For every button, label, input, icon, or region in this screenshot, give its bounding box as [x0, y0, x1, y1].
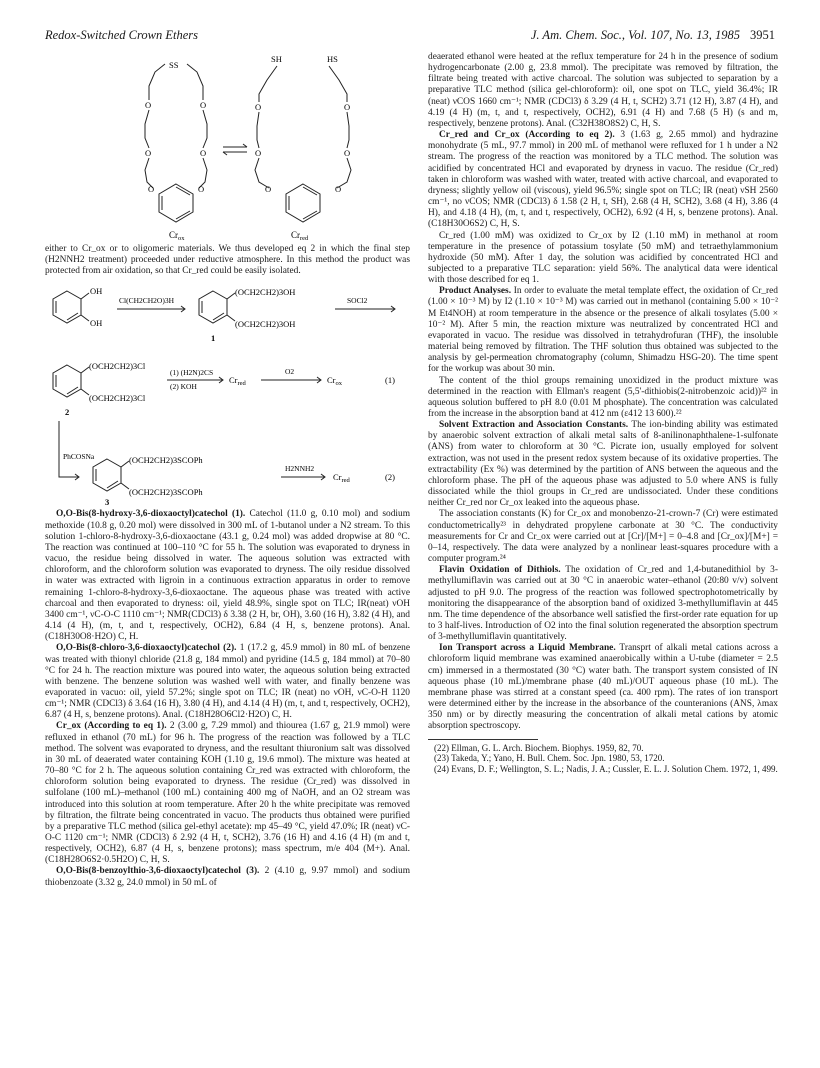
o-label: O: [255, 148, 262, 158]
synthesis-scheme-drawing: [45, 281, 410, 507]
o-label: O: [265, 184, 272, 194]
o-label: O: [148, 184, 155, 194]
o-label: O: [200, 148, 207, 158]
cr-red-structure: [255, 66, 351, 222]
o-label: O: [198, 184, 205, 194]
sh-label: SH: [271, 54, 282, 64]
page-number: 3951: [750, 28, 775, 42]
oh-label: OH: [90, 286, 103, 297]
o-label: O: [200, 100, 207, 110]
cr-red-label: $Cr_{red}$: [291, 230, 309, 240]
paragraph-cr-ox-eq1: Cr_ox (According to eq 1). 2 (3.00 g, 7.29 mmol) and thiourea (1.67 g, 21.9 mmol) were refluxed in ethanol (70 mL) for 96 h. The progress of the reaction was followed by a TLC method. The solvent was evaporated to dryness, and the resultant thiuronium salt was dissolved in 30 mL of deaerated water containing KOH (1.10 g, 19.6 mmol). The mixture was heated at 70–80 °C for 2 h. The aqueous solution containing Cr_red was extracted with chloroform, the chloroform solution being evaporated to dryness. The residue (Cr_red) was dissolved in sulfolane (100 mL)–methanol (100 mL) containing 400 mg of NaOH, and an O2 stream was introduced into this solution at room temperature. After 20 h the white precipitate was removed by filtration, the filtrate being concentrated in vacuo. The products thus obtained were purified by a preparative TLC method (silica gel-ethyl acetate): mp 45–49 °C, yield 47.0%; IR (neat) νC-O-C 1120 cm⁻¹; NMR (CDCl3) δ 2.92 (4 H, t, SCH2), 3.76 (16 H) and 4.16 (4 H) (m and t, respectively, OCH2), 6.87 (4 H, s, benzene protons); mass spectrum, m/e 404 (M+). Anal. (C18H28O6S2·0.5H2O) C, H, S.: [45, 721, 410, 866]
reagent-thiobenzoate: PhCOSNa: [63, 452, 95, 462]
cr-red-label: $Cr_{red}$: [333, 472, 350, 485]
paragraph-compound-3: O,O-Bis(8-benzoylthio-3,6-dioxaoctyl)catechol (3). 2 (4.10 g, 9.97 mmol) and sodium thiobenzoate (3.32 g, 24.0 mmol) in 50 mL of: [45, 866, 410, 888]
o-label: O: [145, 148, 152, 158]
reagent-socl2: SOCl2: [347, 296, 368, 306]
cr-red-label: $Cr_{red}$: [229, 375, 246, 388]
compound-number: 1: [211, 333, 216, 344]
running-title: Redox-Switched Crown Ethers: [45, 28, 198, 42]
paragraph-product-analyses: Product Analyses. In order to evaluate the metal template effect, the oxidation of Cr_red (1.00 × 10⁻³ M) by I2 (1.10 × 10⁻³ M) was carried out in methanol (containing 5.00 × 10⁻² M Et4NOH) at room temperature in the absence or the presence of alkali tosylates (5.00 × 10⁻² M). After 5 min, the reaction mixture was neutralized by concentrated HCl and evaporated in vacuo. The residue was dissolved in tetrahydrofuran (THF), the insoluble material being removed by filtration. The THF solution thus obtained was subjected to the analysis by gel-permeation chromatography (column, Shimadzu HSG-20). The time spent for the workup was about 30 min.: [428, 286, 778, 375]
journal-name: J. Am. Chem. Soc., Vol. 107, No. 13, 1985: [530, 28, 740, 42]
paragraph-thiol-content: The content of the thiol groups remaining unoxidized in the product mixture was determined in the reaction with Ellman's reagent (5,5'-dithiobis(2-nitrobenzoic acid))²² in aqueous solution buffered to pH 8.0 (0.01 M phosphate). The concentration was calculated from the increase in the absorption band at 412 nm (ε412 13 600).²²: [428, 375, 778, 419]
cr-ox-structure: [145, 64, 207, 222]
ss-label: SS: [169, 60, 179, 70]
oxygen-label: O2: [285, 367, 295, 377]
intro-paragraph: either to Cr_ox or to oligomeric materials. We thus developed eq 2 in which the final step (H2NNH2 treatment) proceeded under reductive atmosphere. In this method the product was protected from air oxidation, so that Cr_red could be easily isolated.: [45, 244, 410, 277]
paragraph-flavin-oxidation: Flavin Oxidation of Dithiols. The oxidation of Cr_red and 1,4-butanedithiol by 3-methyllumiflavin was carried out at 30 °C in anaerobic water–ethanol (20:80 v/v) solvent adjusted to pH 9.0. The progress of the reaction was followed spectrophotometrically by monitoring the disappearance of the absorption band of oxidized 3-methyllumiflavin at 445 nm. The time dependence of the absorbance well satisfied the first-order rate equation for up to 3 half-lives. Introduction of O2 into the final solution regenerated the absorption spectrum of 3-methyllumiflavin quantitatively.: [428, 565, 778, 643]
arm-cl-label: (OCH2CH2)3Cl: [89, 393, 146, 404]
right-column: [428, 52, 778, 774]
cr-ox-label: $Cr_{ox}$: [327, 375, 342, 388]
o-label: O: [344, 148, 351, 158]
paragraph-compound-3-cont: deaerated ethanol were heated at the reflux temperature for 24 h in the presence of sodium hydrogencarbonate (2.00 g, 23.8 mmol). The precipitate was removed by filtration, the filtrate being treated with active charcoal. The solution was subjected to separation by a preparative TLC method (silica gel-chloroform): oil, one spot on TLC, yield 36.4%; IR (neat) νCOS 1660 cm⁻¹; NMR (CDCl3) δ 3.29 (4 H, t, SCH2) 3.71 (12 H), 3.87 (4 H), and 4.19 (4 H) (m, t, and t, respectively, OCH2), 6.91 (4 H) and 7.68 (5 H) (s and m, respectively, benzene protons). Anal. (C32H38O8S2) C, H, S.: [428, 52, 778, 129]
arm-oh-label: (OCH2CH2)3OH: [235, 287, 296, 298]
crown-ether-scheme: [45, 52, 410, 240]
o-label: O: [255, 102, 262, 112]
o-label: O: [145, 100, 152, 110]
paragraph-solvent-extraction: Solvent Extraction and Association Constants. The ion-binding ability was estimated by anaerobic solvent extraction of alkali metal salts of 8-anilinonaphthalene-1-sulfonate (ANS) from water to chloroform at 30 °C. Picrate ion, usually employed for solvent extraction, was not used in the present redox system because of its oxidative properties. The extractability (Ex %) was determined by the partition of ANS between the aqueous and the chloroform phase. The pH of the aqueous phase was adjusted to 5.0 where ANS is fully dissociated while the thiol groups in Cr_red are undissociated. Under these conditions neither Cr_red nor Cr_ox leaked into the aqueous phase.: [428, 420, 778, 509]
arm-cl-label: (OCH2CH2)3Cl: [89, 361, 146, 372]
compound-number: 2: [65, 407, 70, 418]
o-label: O: [335, 184, 342, 194]
left-column: [45, 52, 410, 889]
paragraph-compound-1: O,O-Bis(8-hydroxy-3,6-dioxaoctyl)catechol (1). Catechol (11.0 g, 0.10 mol) and sodium methoxide (10.8 g, 0.20 mol) were dissolved in 300 mL of 1-butanol under a N2 stream. To this solution 1-chloro-8-hydroxy-3,6-dioxaoctane (43.1 g, 0.24 mol) was added dropwise at 80 °C. The reaction was continued at 100–110 °C for 55 h. The solution was evaporated to dryness in vacuo, the residue being dissolved in water. The aqueous solution was extracted with chloroform, and the chloroform solution was evaporated to dryness. The oily residue dissolved in water was extracted with ligroin in a continuous extraction apparatus in order to remove remaining 1-chloro-8-hydroxy-3,6-dioxaoctane. The aqueous phase was treated with active charcoal and then evaporated to dryness: oil, yield 48.9%, single spot on TLC; IR(neat) νOH 3400 cm⁻¹, νC-O-C 1110 cm⁻¹; NMR(CDCl3) δ 3.38 (2 H, br, OH), 3.60 (16 H), 3.82 (4 H), and 4.14 (4 H), (m, t, and t, respectively, OCH2), 6.84 (4 H, s, benzene protons). Anal. (C18H30O8·H2O) C, H.: [45, 509, 410, 643]
reagent-chloroethoxy: Cl(CH2CH2O)3H: [119, 296, 175, 306]
footnote-24: (24) Evans, D. F.; Wellington, S. L.; Nadis, J. A.; Cussler, E. L. J. Solution Chem. 1972, 1, 499.: [434, 763, 778, 774]
paragraph-iodine-oxidation: Cr_red (1.00 mM) was oxidized to Cr_ox by I2 (1.10 mM) in methanol at room temperature in the presence of potassium tosylate (50 mM) and tetraethylammonium hydroxide (50 mM). After 1 day, the solution was acidified by concentrated HCl and subjected to a preparative TLC separation: yield 56%. The analytical data were identical with those described for eq 1.: [428, 230, 778, 286]
hs-label: HS: [327, 54, 338, 64]
oh-label: OH: [90, 318, 103, 329]
equation-1-number: (1): [385, 375, 395, 386]
running-header: [45, 28, 775, 44]
paragraph-association-constants: The association constants (K) for Cr_ox and monobenzo-21-crown-7 (Cr) were estimated conductometrically²³ in dehydrated propylene carbonate at 30 °C. The conductivity measurements for Cr and Cr_ox were carried out at [Cr]/[M+] = 0–4.8 and [Cr_ox]/[M+] = 0–14, respectively. The data were analyzed by a nonlinear least-squares procedure with a computer program.²⁴: [428, 509, 778, 565]
footnote-rule: [428, 739, 538, 740]
footnote-23: (23) Takeda, Y.; Yano, H. Bull. Chem. Soc. Jpn. 1980, 53, 1720.: [434, 753, 665, 764]
footnote-22: (22) Ellman, G. L. Arch. Biochem. Biophys. 1959, 82, 70.: [434, 742, 644, 753]
cr-ox-label: $Cr_{ox}$: [169, 230, 185, 240]
synthesis-scheme: [45, 281, 410, 507]
arm-scoph-label: (OCH2CH2)3SCOPh: [129, 487, 203, 498]
equation-2-number: (2): [385, 472, 395, 483]
crown-ether-structures: [45, 52, 410, 240]
journal-citation: [531, 28, 775, 43]
o-label: O: [344, 102, 351, 112]
reagent-hydrazine: H2NNH2: [285, 464, 315, 474]
equilibrium-arrows: [223, 144, 247, 155]
arm-oh-label: (OCH2CH2)3OH: [235, 319, 296, 330]
footnotes: [428, 743, 778, 775]
paragraph-ion-transport: Ion Transport across a Liquid Membrane. Transprt of alkali metal cations across a chloroform liquid membrane was examined anaerobically within a U-tube (diameter = 2.5 cm) immersed in a thermostated (30 °C) water bath. The transport system consisted of IN aqueous phase (10 mL)/membrane phase (40 mL)/OUT aqueous phase (10 mL). The membrane phase was stirred at a constant speed (ca. 400 rpm). The rates of ion transport were determined either by the increase in the absorbance of the counteranions (ANS, λmax 350 nm) or by directly measuring the concentration of alkali metal cations by atomic absorption spectroscopy.: [428, 643, 778, 732]
step-thiourea: (1) (H2N)2CS: [170, 368, 214, 378]
compound-number: 3: [105, 497, 110, 508]
paragraph-compound-2: O,O-Bis(8-chloro-3,6-dioxaoctyl)catechol (2). 1 (17.2 g, 45.9 mmol) in 80 mL of benzene was treated with thionyl chloride (21.8 g, 184 mmol) and pyridine (14.5 g, 184 mmol) at 70–80 °C for 24 h. The reaction mixture was poured into water, the aqueous solution being extracted with benzene. The benzene solution was washed well with water, and finally benzene was evaporated in vacuo: oil, yield 57.2%; single spot on TLC; IR (neat) no νOH, νC-O-H 1120 cm⁻¹; NMR (CDCl3) δ 3.64 (16 H), 3.80 (4 H), and 4.14 (4 H) (m, t, and t, respectively, OCH2), 6.87 (4 H, s, benzene protons). Anal. (C18H28O6Cl2·H2O) C, H.: [45, 643, 410, 721]
paragraph-eq2: Cr_red and Cr_ox (According to eq 2). 3 (1.63 g, 2.65 mmol) and hydrazine monohydrate (5 mL, 97.7 mmol) in 200 mL of methanol were refluxed for 1 h under a N2 stream. The progress of the reaction was monitored by a TLC method. The solution was acidified by concentrated HCl and evaporated by dryness in vacuo. The residue (Cr_red) taken in chloroform was washed with water, treated with active charcoal, and evaporated to dryness; slightly yellow oil (viscous), yield 96.5%; single spot on TLC; IR (neat) νSH 2560 cm⁻¹, no νCOS; NMR (CDCl3) δ 1.58 (2 H, t, SH), 2.68 (4 H, SCH2), 3.68 (4 H), 3.86 (4 H), and 4.18 (4 H), (m, t, and t, respectively, OCH2), 6.92 (4 H, s, benzene protons). Anal. (C18H30O6S2) C, H, S.: [428, 130, 779, 230]
arm-scoph-label: (OCH2CH2)3SCOPh: [129, 455, 203, 466]
step-koh: (2) KOH: [170, 382, 197, 392]
